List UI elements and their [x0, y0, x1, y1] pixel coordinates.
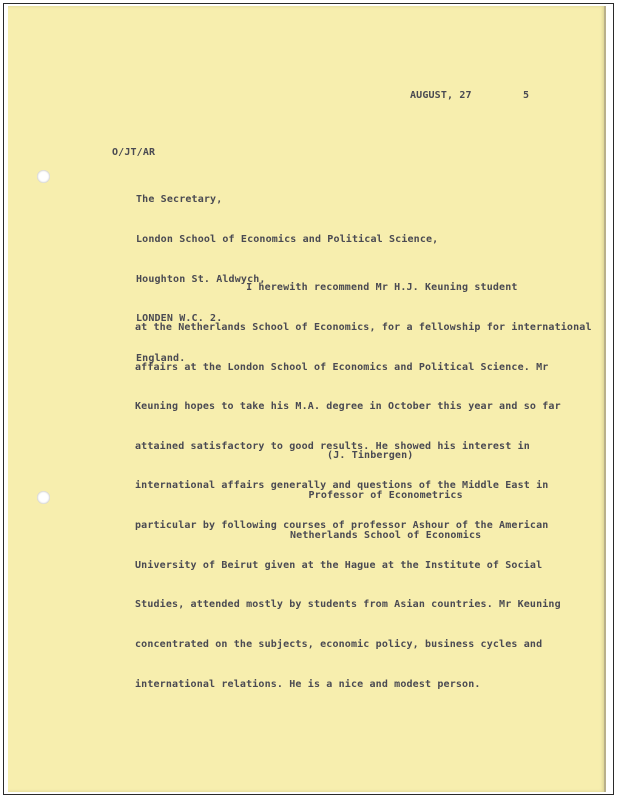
- page-number: 5: [523, 90, 530, 101]
- punch-hole-bottom: [37, 491, 50, 504]
- address-line: LONDEN W.C. 2.: [136, 313, 223, 325]
- signature-name: (J. Tinbergen): [290, 450, 414, 462]
- body-line: international affairs generally and questions of the Middle East in: [135, 480, 549, 492]
- body-line: attained satisfactory to good results. He showed his interest in: [135, 440, 530, 452]
- body-line: I herewith recommend Mr H.J. Keuning student: [135, 282, 518, 294]
- body-line: Studies, attended mostly by students from Asian countries. Mr Keuning: [135, 599, 561, 611]
- body-line: concentrated on the subjects, economic policy, business cycles and: [135, 638, 543, 650]
- body-line: affairs at the London School of Economics and Political Science. Mr: [135, 361, 549, 373]
- body-line: University of Beirut given at the Hague at the Institute of Social: [135, 559, 543, 571]
- punch-hole-top: [37, 170, 50, 183]
- body-line: at the Netherlands School of Economics, for a fellowship for international: [135, 322, 592, 334]
- page-edge: [604, 6, 606, 792]
- address-line: Houghton St. Aldwych,: [136, 273, 266, 285]
- body-line: international relations. He is a nice and modest person.: [135, 678, 481, 690]
- body-line: Keuning hopes to take his M.A. degree in October this year and so far: [135, 401, 561, 413]
- body-line: particular by following courses of professor Ashour of the American: [135, 520, 549, 532]
- letter-date: AUGUST, 27: [410, 90, 472, 101]
- reference-code: O/JT/AR: [112, 147, 156, 158]
- signature-block: [290, 423, 481, 555]
- address-line: London School of Economics and Political Science,: [136, 234, 439, 246]
- signature-institution: Netherlands School of Economics: [290, 529, 482, 541]
- address-line: England.: [136, 352, 186, 364]
- address-line: The Secretary,: [136, 194, 223, 206]
- signature-title: Professor of Econometrics: [290, 490, 463, 502]
